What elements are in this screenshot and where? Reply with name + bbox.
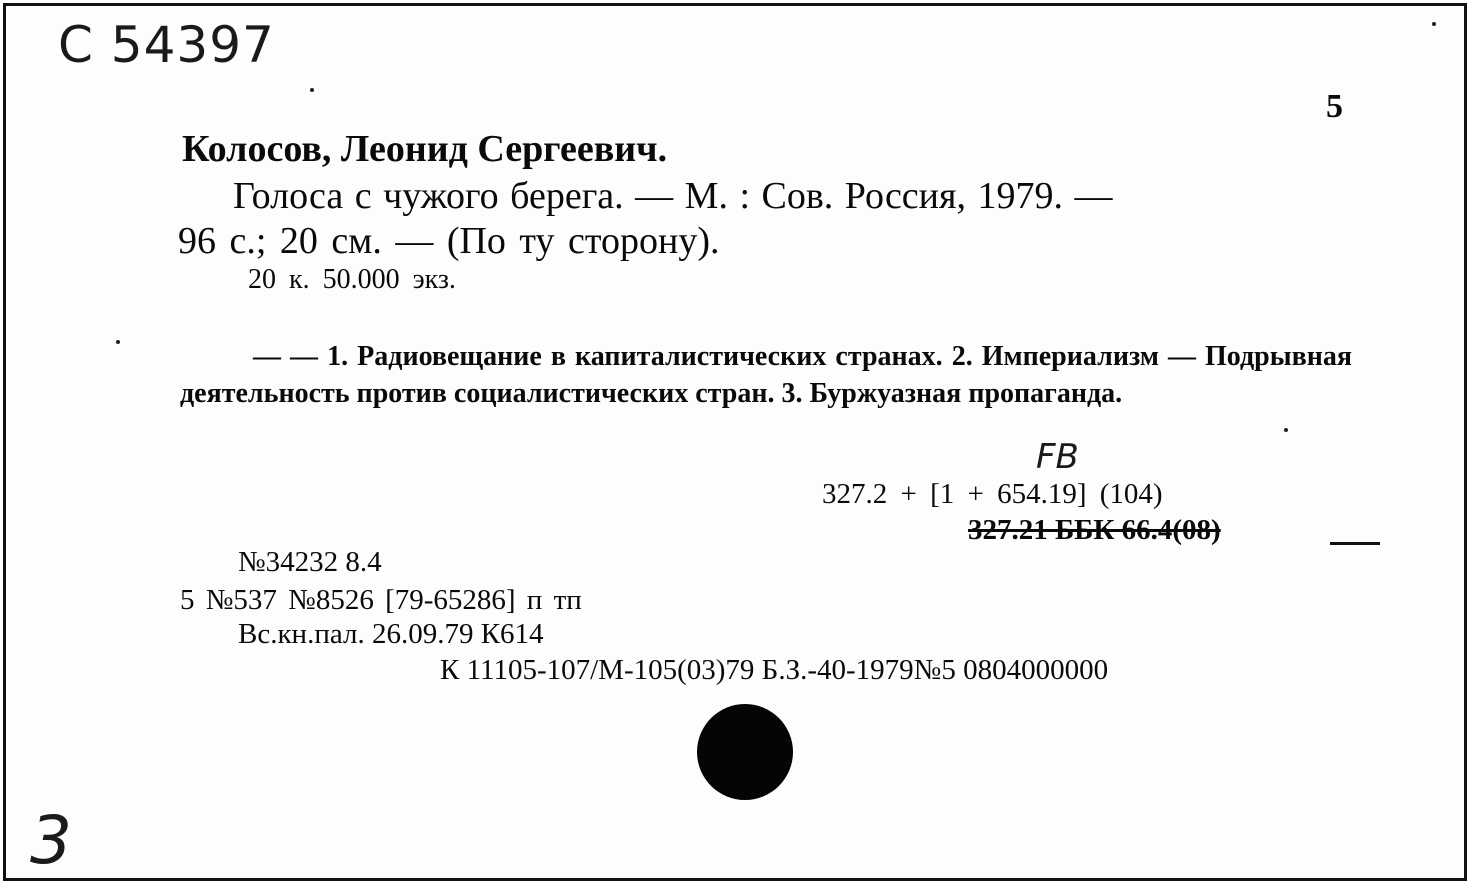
speck	[116, 340, 120, 344]
handwritten-corner-mark: 3	[30, 802, 72, 879]
strike-line	[1330, 542, 1380, 545]
bbk-classification-crossed-out: 327.21 ББК 66.4(08)	[968, 514, 1221, 546]
call-number: С 54397	[58, 16, 275, 74]
print-details: 5 №537 №8526 [79-65286] п тп	[180, 584, 582, 616]
order-number: №34232 8.4	[238, 546, 382, 578]
speck	[310, 88, 314, 92]
price-and-print-run: 20 к. 50.000 экз.	[248, 264, 456, 295]
speck	[1284, 428, 1288, 432]
physical-description-line: 96 с.; 20 см. — (По ту сторону).	[178, 220, 720, 262]
handwritten-note: FB	[1036, 437, 1079, 477]
publication-index: К 11105-107/М-105(03)79 Б.З.-40-1979№5 0804000000	[440, 654, 1109, 686]
punch-hole	[697, 704, 793, 800]
author-heading: Колосов, Леонид Сергеевич.	[182, 128, 668, 170]
book-chamber-registry: Вс.кн.пал. 26.09.79 К614	[238, 618, 544, 650]
card-number: 5	[1326, 88, 1343, 125]
title-line: Голоса с чужого берега. — М. : Сов. Россия, 1979. —	[233, 175, 1113, 217]
udc-classification: 327.2 + [1 + 654.19] (104)	[822, 478, 1163, 510]
speck	[1432, 22, 1436, 26]
subject-headings: — — 1. Радиовещание в капиталистических странах. 2. Империализм — Подрывная деятельность против социалистических стран. 3. Буржуазная пропаганда.	[180, 341, 1352, 409]
